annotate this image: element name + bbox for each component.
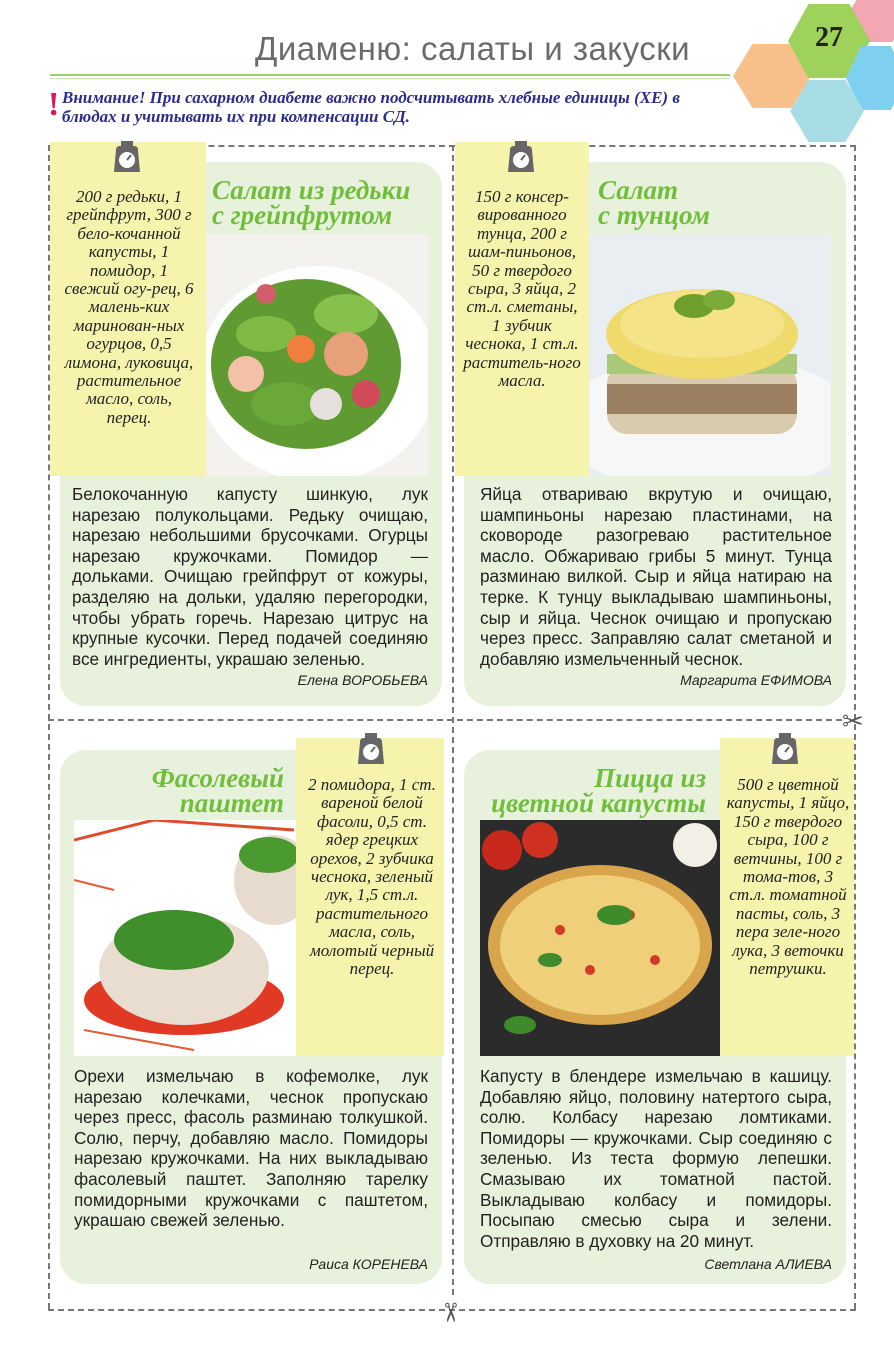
scale-icon [504, 140, 538, 174]
radish-salad-photo [206, 234, 428, 476]
ingredients-text: 200 г редьки, 1 грейпфрут, 300 г бело-кочанной капусты, 1 помидор, 1 свежий огу-рец, 6 малень-ких маринован-ных огурцов, 0,5 лимона, луковица, растительное масло, соль, перец. [64, 187, 194, 427]
warning-mark: ! [48, 86, 60, 123]
scale-icon [110, 140, 144, 174]
recipe-title-line: Салат из редьки [212, 175, 411, 205]
scissors-icon: ✂ [435, 1301, 466, 1324]
page-number: 27 [815, 22, 843, 53]
title-divider [50, 74, 730, 76]
recipe-steps: Белокочанную капусту шинкую, лук нарезаю полукольцами. Редьку очищаю, нарезаю небольшими брусочками. Огурцы нарезаю кружочками. Помидор — дольками. Очищаю грейпфрут от кожуры, разделяю на дольки, удаляю перегородки, чтобы убрать горечь. Нарезаю цитрус на крупные кусочки. Перед подачей соединяю все ингредиенты, украшаю зеленью. [72, 484, 428, 669]
recipe-steps: Орехи измельчаю в кофемолке, лук нарезаю колечками, чеснок пропускаю через пресс, фасоль разминаю толкушкой. Солю, перчу, добавляю масло. Помидоры нарезаю кружочками. На них выкладываю фасолевый паштет. Заполняю тарелку помидорными кружочками с паштетом, украшаю свежей зеленью. [74, 1066, 428, 1231]
scissors-icon: ✂ [842, 706, 864, 736]
recipe-title-line: паштет [179, 788, 284, 818]
recipe-title-line: с грейпфрутом [212, 200, 393, 230]
recipe-title [70, 763, 284, 818]
ingredients-text: 500 г цветной капусты, 1 яйцо, 150 г твердого сыра, 100 г ветчины, 100 г тома-тов, 3 ст.л. томатной пасты, соль, 3 пера зеле-ного лука, 3 веточки петрушки. [726, 775, 850, 979]
cauliflower-pizza-photo [480, 820, 720, 1056]
diabetes-warning: Внимание! При сахарном диабете важно подсчитывать хлебные единицы (ХЕ) в блюдах и учитывать их при компенсации СД. [62, 88, 680, 126]
recipe-title-line: Фасолевый [151, 763, 284, 793]
recipe-title [598, 175, 828, 230]
recipe-title-line: с тунцом [598, 200, 711, 230]
recipe-author: Елена ВОРОБЬЕВА [297, 672, 428, 688]
cut-line-center [452, 145, 454, 1295]
recipe-title [470, 763, 706, 818]
scale-icon [354, 732, 388, 766]
ingredients-text: 150 г консер-вированного тунца, 200 г шам-пиньонов, 50 г твердого сыра, 3 яйца, 2 ст.л. сметаны, 1 зубчик чеснока, 1 ст.л. раститель-ного масла. [463, 187, 581, 391]
recipe-title-line: Пицца из [594, 763, 706, 793]
recipe-title-line: цветной капусты [491, 788, 706, 818]
recipe-title [212, 175, 444, 230]
recipe-author: Маргарита ЕФИМОВА [680, 672, 832, 688]
tuna-salad-photo [589, 234, 831, 476]
title-divider-thin [50, 78, 730, 79]
bean-pate-photo [74, 820, 296, 1056]
recipe-steps: Капусту в блендере измельчаю в кашицу. Добавляю яйцо, половину натертого сыра, солю. Колбасу нарезаю ломтиками. Помидоры — кружочками. Сыр соединяю с зеленью. Из теста формую лепешки. Смазываю их томатной пастой. Выкладываю колбасу и помидоры. Посыпаю смесью сыра и зелени. Отправляю в духовку на 20 минут. [480, 1066, 832, 1251]
scale-icon [768, 732, 802, 766]
page-title: Диаменю: салаты и закуски [255, 30, 691, 67]
recipe-title-line: Салат [598, 175, 679, 205]
recipe-steps: Яйца отвариваю вкрутую и очищаю, шампиньоны нарезаю пластинами, на сковороде разогреваю растительное масло. Обжариваю грибы 5 минут. Тунца разминаю вилкой. Сыр и яйца натираю на терке. К тунцу выкладываю шампиньоны, сыр и яйца. Чеснок очищаю и пропускаю через пресс. Заправляю салат сметаной и добавляю измельченный чеснок. [480, 484, 832, 669]
recipe-author: Раиса КОРЕНЕВА [309, 1256, 428, 1272]
cut-line-middle [48, 719, 842, 721]
ingredients-text: 2 помидора, 1 ст. вареной белой фасоли, 0,5 ст. ядер грецких орехов, 2 зубчика чеснока, зеленый лук, 1,5 ст.л. растительного масла, соль, молотый черный перец. [307, 775, 437, 979]
recipe-author: Светлана АЛИЕВА [704, 1256, 832, 1272]
